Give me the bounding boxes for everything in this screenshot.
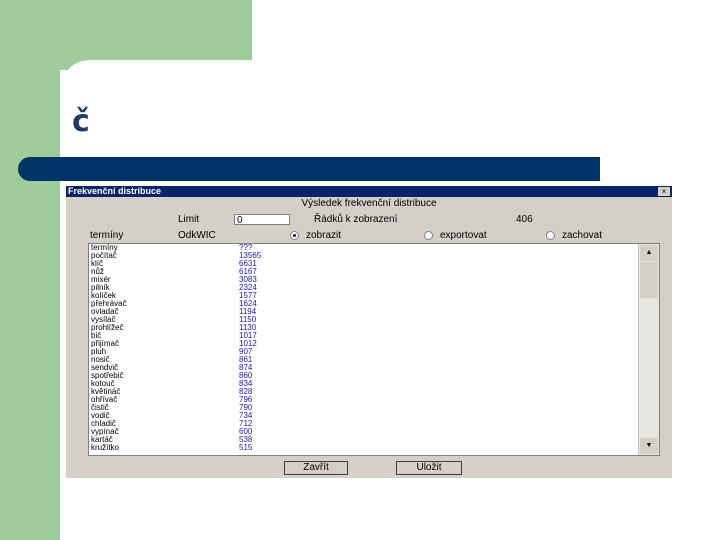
- list-item-count: 515: [239, 443, 253, 452]
- list-item-count: 834: [239, 379, 253, 388]
- list-item-term: termíny: [91, 243, 118, 252]
- limit-label: Limit: [178, 214, 200, 225]
- list-item-count: 828: [239, 387, 253, 396]
- scroll-thumb[interactable]: [640, 262, 658, 298]
- list-item-count: 861: [239, 355, 253, 364]
- list-item-count: 734: [239, 411, 253, 420]
- list-item-count: 600: [239, 427, 253, 436]
- list-item-term: pluh: [91, 347, 107, 356]
- list-item-count: 1130: [239, 323, 257, 332]
- list-item-count: 6631: [239, 259, 257, 268]
- list-item-count: 6167: [239, 267, 257, 276]
- save-button[interactable]: Uložit: [396, 461, 462, 475]
- list-item[interactable]: [89, 348, 659, 356]
- slide-title: č: [72, 104, 90, 139]
- column-tag: OdkWIC: [178, 230, 216, 241]
- list-item[interactable]: [89, 340, 659, 348]
- close-icon[interactable]: ×: [658, 187, 670, 196]
- column-label: termíny: [90, 230, 124, 241]
- list-item-count: 907: [239, 347, 253, 356]
- title-underline-bar: [18, 157, 600, 181]
- close-button[interactable]: Zavřít: [284, 461, 348, 475]
- list-item-term: květináč: [91, 387, 121, 396]
- list-item[interactable]: [89, 356, 659, 364]
- scroll-down-icon[interactable]: ▼: [640, 438, 658, 454]
- list-item[interactable]: [89, 396, 659, 404]
- window-title: Frekvenční distribuce: [68, 186, 162, 196]
- background-green-left: [0, 0, 60, 540]
- list-item-term: prohlížeč: [91, 323, 124, 332]
- list-item-term: kartáč: [91, 435, 113, 444]
- window-titlebar[interactable]: [66, 186, 672, 197]
- list-item-count: ???: [239, 243, 253, 252]
- list-item[interactable]: [89, 428, 659, 436]
- list-item[interactable]: [89, 420, 659, 428]
- list-item-term: ohřívač: [91, 395, 118, 404]
- list-item[interactable]: [89, 252, 659, 260]
- list-item[interactable]: [89, 332, 659, 340]
- list-item-term: mixér: [91, 275, 111, 284]
- list-item-term: vypínač: [91, 427, 119, 436]
- list-item[interactable]: [89, 436, 659, 444]
- frequency-list[interactable]: [88, 243, 660, 456]
- list-item[interactable]: [89, 364, 659, 372]
- list-item[interactable]: [89, 300, 659, 308]
- radio-keep-label: zachovat: [562, 230, 603, 241]
- limit-input[interactable]: 0: [234, 214, 290, 225]
- list-item-term: počítač: [91, 251, 117, 260]
- list-item-term: vysílač: [91, 315, 116, 324]
- list-item-count: 3083: [239, 275, 257, 284]
- list-item[interactable]: [89, 244, 659, 252]
- frequency-distribution-window: [66, 186, 672, 478]
- rows-label: Řádků k zobrazení: [314, 214, 398, 225]
- list-item[interactable]: [89, 324, 659, 332]
- list-item[interactable]: [89, 444, 659, 452]
- list-item-term: chladič: [91, 419, 116, 428]
- list-item-count: 1577: [239, 291, 257, 300]
- list-item-count: 860: [239, 371, 253, 380]
- list-item-count: 1194: [239, 307, 257, 316]
- list-item[interactable]: [89, 268, 659, 276]
- list-item-term: vodič: [91, 411, 110, 420]
- list-item-term: kotouč: [91, 379, 115, 388]
- list-item-term: pilník: [91, 283, 110, 292]
- radio-keep[interactable]: [546, 231, 555, 240]
- list-item-count: 538: [239, 435, 253, 444]
- list-item-term: bič: [91, 331, 102, 340]
- radio-export[interactable]: [424, 231, 433, 240]
- list-item-count: 874: [239, 363, 253, 372]
- list-item-term: nosič: [91, 355, 110, 364]
- list-item[interactable]: [89, 260, 659, 268]
- list-item[interactable]: [89, 292, 659, 300]
- list-item-count: 1012: [239, 339, 257, 348]
- list-item[interactable]: [89, 404, 659, 412]
- scroll-up-icon[interactable]: ▲: [640, 245, 658, 261]
- list-item-term: kružítko: [91, 443, 120, 452]
- list-item[interactable]: [89, 388, 659, 396]
- list-item-term: spotřebič: [91, 371, 124, 380]
- list-item-count: 712: [239, 419, 253, 428]
- radio-show-label: zobrazit: [306, 230, 342, 241]
- list-item-term: přehrávač: [91, 299, 127, 308]
- list-item[interactable]: [89, 284, 659, 292]
- list-item-count: 1150: [239, 315, 257, 324]
- list-item-term: kolíček: [91, 291, 116, 300]
- list-item-count: 13565: [239, 251, 262, 260]
- list-item-count: 796: [239, 395, 253, 404]
- list-item[interactable]: [89, 372, 659, 380]
- list-item-term: sendvič: [91, 363, 119, 372]
- list-item-count: 2324: [239, 283, 257, 292]
- radio-show[interactable]: [290, 231, 299, 240]
- list-item[interactable]: [89, 380, 659, 388]
- rows-value: 406: [516, 214, 533, 225]
- radio-export-label: exportovat: [440, 230, 487, 241]
- list-item[interactable]: [89, 308, 659, 316]
- list-item[interactable]: [89, 316, 659, 324]
- vertical-scrollbar[interactable]: [638, 244, 659, 455]
- list-item[interactable]: [89, 412, 659, 420]
- list-item-count: 1624: [239, 299, 257, 308]
- list-item-term: klíč: [91, 259, 103, 268]
- list-item-term: čistič: [91, 403, 109, 412]
- list-item-count: 1017: [239, 331, 257, 340]
- list-item-term: ovladač: [91, 307, 119, 316]
- result-heading: Výsledek frekvenční distribuce: [301, 198, 437, 209]
- list-rows: [89, 244, 659, 452]
- list-item-term: přijímač: [91, 339, 120, 348]
- list-item-count: 790: [239, 403, 253, 412]
- list-item[interactable]: [89, 276, 659, 284]
- list-item-term: nůž: [91, 267, 104, 276]
